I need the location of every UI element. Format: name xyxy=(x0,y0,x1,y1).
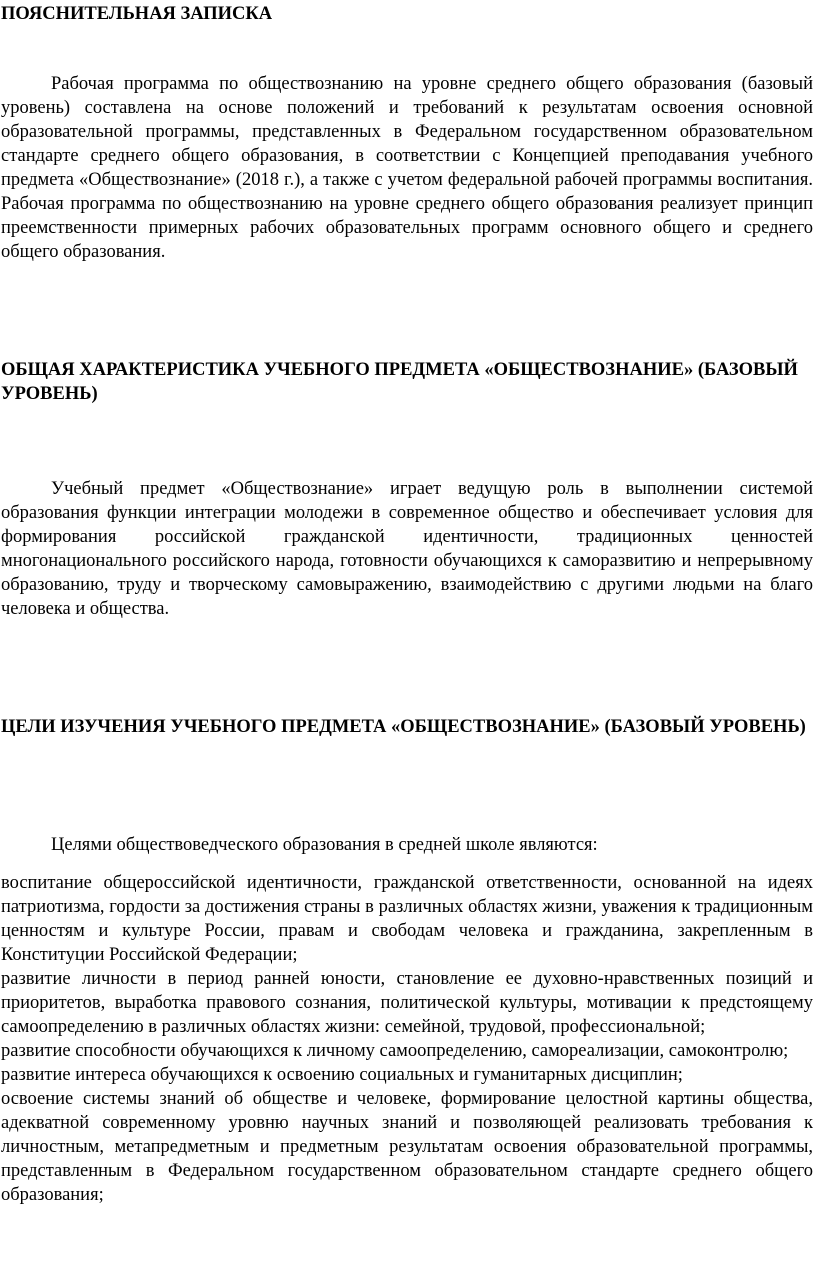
section-heading-goals: ЦЕЛИ ИЗУЧЕНИЯ УЧЕБНОГО ПРЕДМЕТА «ОБЩЕСТВОЗНАНИЕ» (БАЗОВЫЙ УРОВЕНЬ) xyxy=(1,717,806,737)
goal-item: освоение системы знаний об обществе и человеке, формирование целостной картины общества, адекватной современному уровню научных знаний и позволяющей реализовать требования к личностным, метапредметным и предметным результатам освоения образовательной программы, представленным в Федеральном государственном образовательном стандарте среднего общего образования; xyxy=(1,1089,813,1205)
goal-item: развитие личности в период ранней юности, становление ее духовно-нравственных позиций и приоритетов, выработка правового сознания, политической культуры, мотивации к предстоящему самоопределению в различных областях жизни: семейной, трудовой, профессиональной; xyxy=(1,969,813,1037)
goals-lead-paragraph: Целями обществоведческого образования в средней школе являются: xyxy=(51,835,598,855)
goal-item: развитие способности обучающихся к личному самоопределению, самореализации, самоконтролю; xyxy=(1,1041,789,1061)
characteristics-paragraph: Учебный предмет «Обществознание» играет ведущую роль в выполнении системой образования функции интеграции молодежи в современное общество и обеспечивает условия для формирования российской гражданской идентичности, традиционных ценностей многонационального российского народа, готовности обучающихся к саморазвитию и непрерывному образованию, труду и творческому самовыражению, взаимодействию с другими людьми на благо человека и общества. xyxy=(1,479,813,619)
intro-paragraph: Рабочая программа по обществознанию на уровне среднего общего образования (базовый уровень) составлена на основе положений и требований к результатам освоения основной образовательной программы, представленных в Федеральном государственном образовательном стандарте среднего общего образования, в соответствии с Концепцией преподавания учебного предмета «Обществознание» (2018 г.), а также с учетом федеральной рабочей программы воспитания. Рабочая программа по обществознанию на уровне среднего общего образования реализует принцип преемственности примерных рабочих образовательных программ основного общего и среднего общего образования. xyxy=(1,74,813,262)
goal-item: воспитание общероссийской идентичности, гражданской ответственности, основанной на идеях патриотизма, гордости за достижения страны в различных областях жизни, уважения к традиционным ценностям и культуре России, правам и свободам человека и гражданина, закрепленным в Конституции Российской Федерации; xyxy=(1,873,813,965)
section-heading-characteristics: ОБЩАЯ ХАРАКТЕРИСТИКА УЧЕБНОГО ПРЕДМЕТА «ОБЩЕСТВОЗНАНИЕ» (БАЗОВЫЙ УРОВЕНЬ) xyxy=(1,360,798,404)
document-title: ПОЯСНИТЕЛЬНАЯ ЗАПИСКА xyxy=(1,4,273,24)
goal-item: развитие интереса обучающихся к освоению социальных и гуманитарных дисциплин; xyxy=(1,1065,683,1085)
goals-list xyxy=(1,871,813,1207)
